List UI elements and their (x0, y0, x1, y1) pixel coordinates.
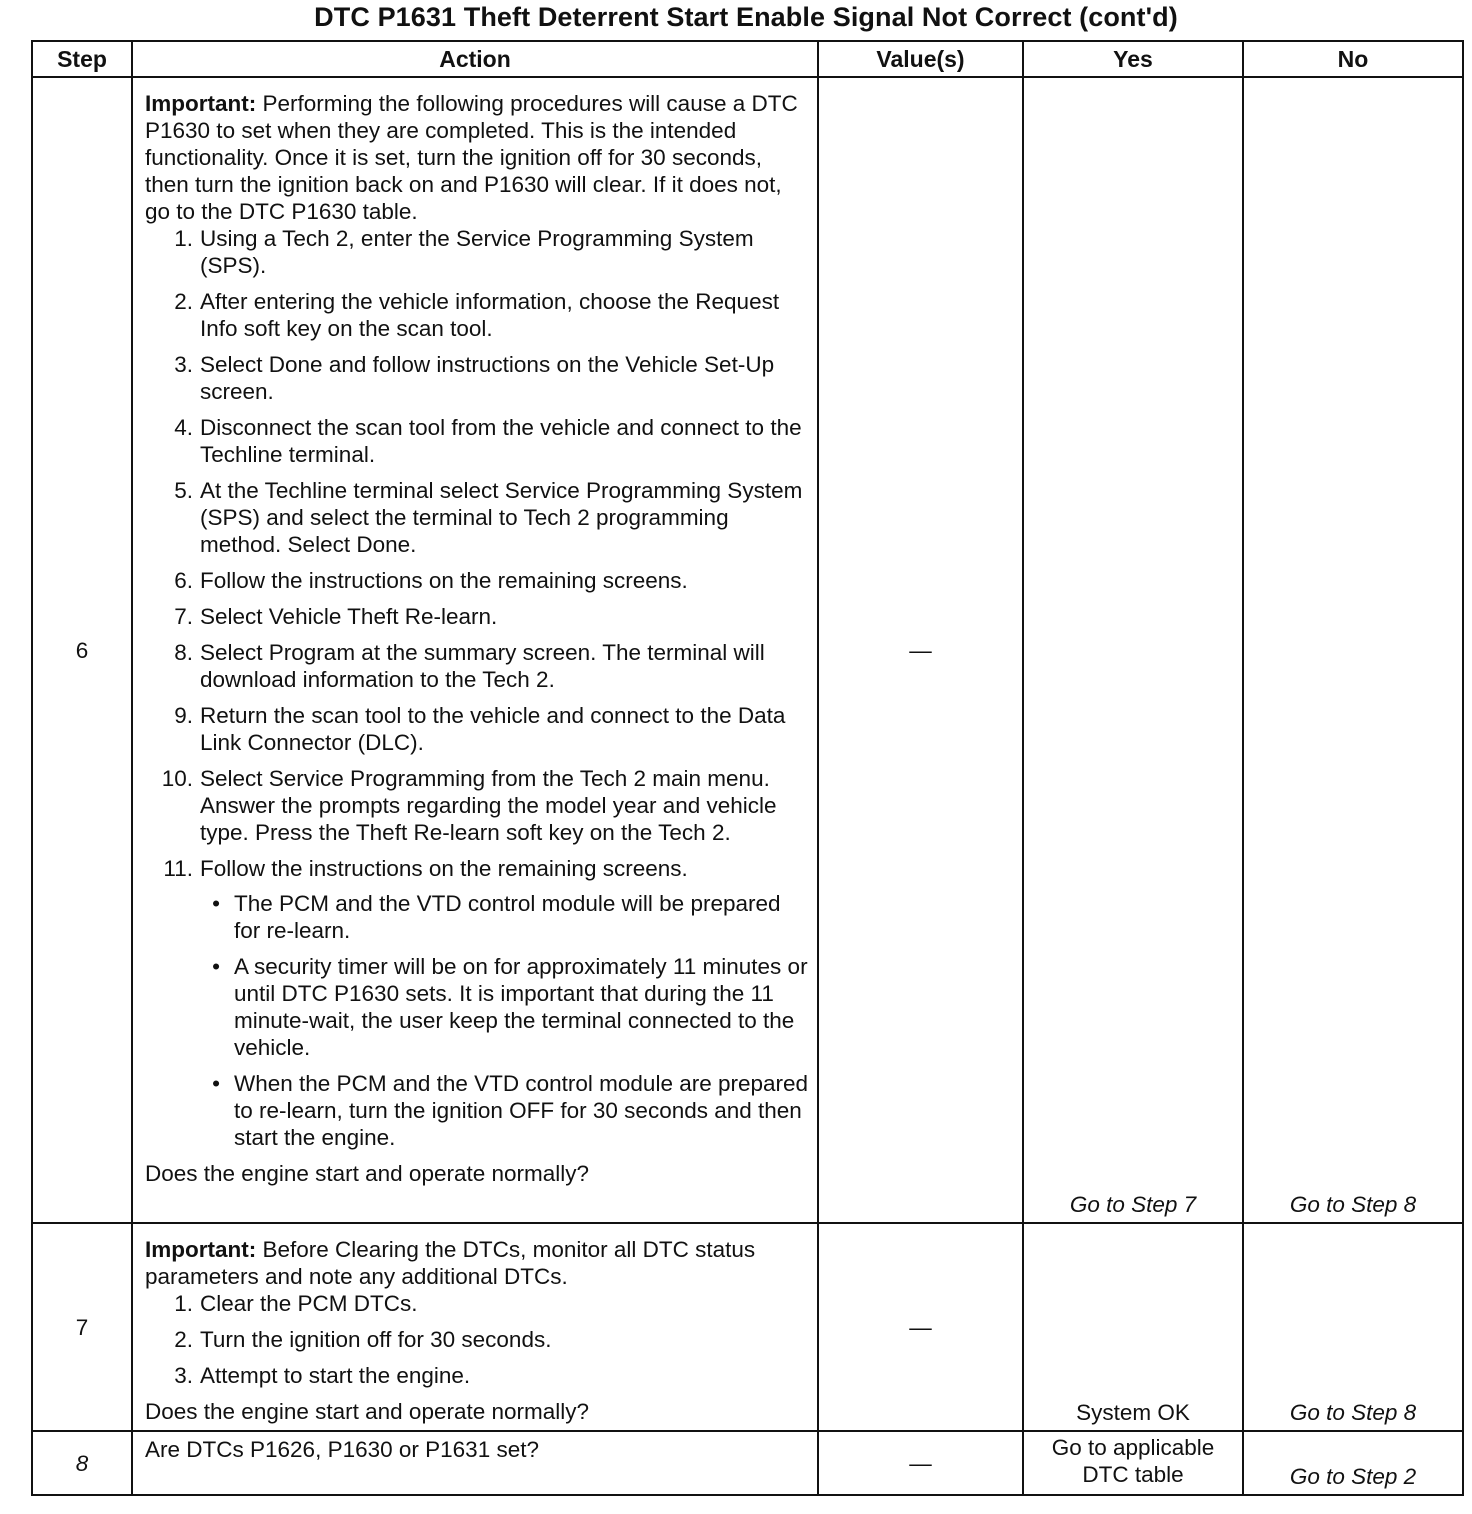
item-text: After entering the vehicle information, choose the Request Info soft key on the scan tool. (200, 289, 780, 341)
item-number: 8. (174, 640, 193, 665)
item-number: 1. (174, 226, 193, 251)
step-question: Are DTCs P1626, P1630 or P1631 set? (145, 1437, 539, 1462)
bullet-glyph: • (212, 891, 220, 916)
yes-cell: Go to Step 7 (1023, 77, 1243, 1223)
item-number: 7. (174, 604, 193, 629)
bullet-glyph: • (212, 1071, 220, 1096)
value-cell: — (818, 1431, 1023, 1495)
item-text: Attempt to start the engine. (200, 1363, 471, 1388)
item-text: Disconnect the scan tool from the vehicle and connect to the Techline terminal. (200, 415, 802, 467)
bullet-item (200, 890, 809, 944)
important-label: Important: (145, 91, 257, 116)
list-item (145, 765, 809, 846)
list-item (145, 225, 809, 279)
header-action: Action (132, 41, 818, 77)
list-item (145, 1362, 809, 1389)
step-number: 8 (32, 1431, 132, 1495)
item-text: Turn the ignition off for 30 seconds. (200, 1327, 552, 1352)
header-no: No (1243, 41, 1463, 77)
list-item (145, 414, 809, 468)
page-title: DTC P1631 Theft Deterrent Start Enable Signal Not Correct (cont'd) (314, 2, 1178, 32)
value-cell: — (818, 1223, 1023, 1431)
item-text: Follow the instructions on the remaining screens. (200, 568, 688, 593)
important-label: Important: (145, 1237, 257, 1262)
item-text: Clear the PCM DTCs. (200, 1291, 418, 1316)
item-text: Follow the instructions on the remaining screens. (200, 856, 688, 881)
item-number: 2. (174, 289, 193, 314)
list-item (145, 639, 809, 693)
action-cell (132, 1223, 818, 1431)
no-cell: Go to Step 8 (1243, 77, 1463, 1223)
header-step: Step (32, 41, 132, 77)
bullet-item (200, 1070, 809, 1151)
no-cell: Go to Step 2 (1243, 1431, 1463, 1495)
step-question: Does the engine start and operate normally? (145, 1161, 590, 1186)
yes-cell (1023, 1431, 1243, 1495)
list-item (145, 702, 809, 756)
important-text: Performing the following procedures will cause a DTC P1630 to set when they are completed. This is the intended functionality. Once it is set, turn the ignition off for 30 seconds, then turn the ignition back on and P1630 will clear. If it does not, go to the DTC P1630 table. (145, 91, 798, 224)
list-item (145, 855, 809, 1151)
item-number: 11. (163, 856, 193, 881)
item-text: At the Techline terminal select Service Programming System (SPS) and select the terminal to Tech 2 programming method. Select Done. (200, 478, 803, 557)
step-number: 7 (32, 1223, 132, 1431)
procedure-list (145, 1290, 809, 1389)
important-note (145, 1236, 809, 1290)
action-cell (132, 1431, 818, 1495)
sub-bullet-list (145, 890, 809, 1160)
bullet-text: The PCM and the VTD control module will be prepared for re-learn. (234, 891, 781, 943)
list-item (145, 288, 809, 342)
item-number: 10. (161, 766, 193, 791)
item-number: 3. (174, 352, 193, 377)
list-item (145, 1290, 809, 1317)
list-item (145, 351, 809, 405)
item-text: Select Done and follow instructions on the Vehicle Set-Up screen. (200, 352, 775, 404)
step-question: Does the engine start and operate normally? (145, 1399, 590, 1424)
item-number: 2. (174, 1327, 193, 1352)
bullet-glyph: • (212, 954, 220, 979)
table-header-row (32, 41, 1463, 77)
action-cell (132, 77, 818, 1223)
item-text: Return the scan tool to the vehicle and connect to the Data Link Connector (DLC). (200, 703, 786, 755)
step-number: 6 (32, 77, 132, 1223)
bullet-text: When the PCM and the VTD control module are prepared to re-learn, turn the ignition OFF for 30 seconds and then start the engine. (234, 1071, 809, 1150)
item-text: Select Program at the summary screen. The terminal will download information to the Tech 2. (200, 640, 765, 692)
item-number: 5. (174, 478, 193, 503)
item-number: 3. (174, 1363, 193, 1388)
table-row-step-7 (32, 1223, 1463, 1431)
list-item (145, 477, 809, 558)
no-cell: Go to Step 8 (1243, 1223, 1463, 1431)
item-text: Select Vehicle Theft Re-learn. (200, 604, 498, 629)
important-text: Before Clearing the DTCs, monitor all DTC status parameters and note any additional DTCs. (145, 1237, 756, 1289)
table-row-step-6 (32, 77, 1463, 1223)
value-cell: — (818, 77, 1023, 1223)
header-values: Value(s) (818, 41, 1023, 77)
header-yes: Yes (1023, 41, 1243, 77)
yes-line: DTC table (1082, 1462, 1184, 1487)
item-number: 4. (174, 415, 193, 440)
list-item (145, 567, 809, 594)
important-note (145, 90, 809, 225)
diagnostic-table (31, 40, 1464, 1496)
item-text: Using a Tech 2, enter the Service Programming System (SPS). (200, 226, 754, 278)
list-item (145, 1326, 809, 1353)
yes-cell: System OK (1023, 1223, 1243, 1431)
list-item (145, 603, 809, 630)
bullet-item (200, 953, 809, 1061)
item-number: 1. (174, 1291, 193, 1316)
yes-line: Go to applicable (1051, 1435, 1215, 1460)
item-text: Select Service Programming from the Tech 2 main menu. Answer the prompts regarding the model year and vehicle type. Press the Theft Re-learn soft key on the Tech 2. (200, 766, 777, 845)
procedure-list (145, 225, 809, 1151)
bullet-text: A security timer will be on for approximately 11 minutes or until DTC P1630 sets. It is important that during the 11 minute-wait, the user keep the terminal connected to the vehicle. (234, 954, 808, 1060)
item-number: 6. (174, 568, 193, 593)
table-row-step-8 (32, 1431, 1463, 1495)
item-number: 9. (174, 703, 193, 728)
